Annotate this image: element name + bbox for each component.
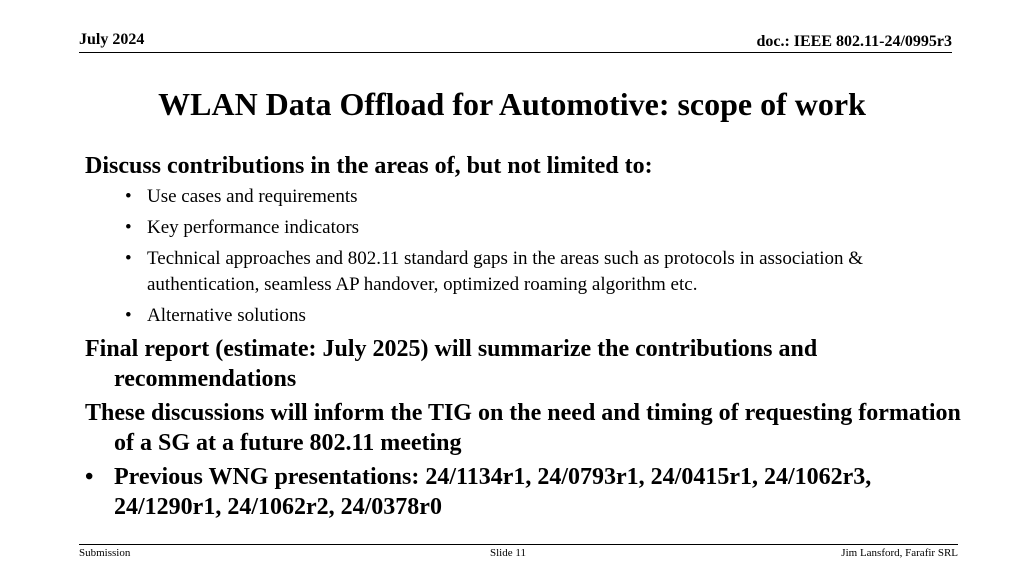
footer-slide-number: Slide 11 <box>490 547 526 559</box>
slide-body <box>85 151 965 522</box>
list-item-text: Alternative solutions <box>147 305 306 326</box>
header-date: July 2024 <box>79 31 145 48</box>
header-doc-id: doc.: IEEE 802.11-24/0995r3 <box>756 33 952 50</box>
slide-title: WLAN Data Offload for Automotive: scope of work <box>158 86 866 122</box>
footer-author: Jim Lansford, Farafir SRL <box>841 547 958 559</box>
previous-presentations-text: Previous WNG presentations: 24/1134r1, 24/0793r1, 24/0415r1, 24/1062r3, 24/1290r1, 24/1062r2, 24/0378r0 <box>114 464 872 520</box>
scope-list <box>85 184 965 329</box>
bullet-icon: • <box>125 305 132 326</box>
bullet-icon: • <box>125 248 132 269</box>
list-item <box>85 184 965 210</box>
footer-submission: Submission <box>79 547 131 559</box>
header-divider <box>79 52 952 53</box>
bullet-icon: • <box>125 186 132 207</box>
list-item <box>85 215 965 241</box>
list-item-text: Technical approaches and 802.11 standard gaps in the areas such as protocols in association & authentication, seamless AP handover, optimized roaming algorithm etc. <box>147 248 864 295</box>
footer-divider <box>79 544 958 545</box>
list-item <box>85 246 965 298</box>
previous-presentations-paragraph <box>85 462 965 522</box>
list-item-text: Key performance indicators <box>147 217 360 238</box>
discussions-paragraph: These discussions will inform the TIG on the need and timing of requesting formation of a SG at a future 802.11 meeting <box>85 400 961 456</box>
list-item-text: Use cases and requirements <box>147 186 358 207</box>
bullet-icon: • <box>85 464 94 490</box>
list-item <box>85 303 965 329</box>
intro-paragraph: Discuss contributions in the areas of, but not limited to: <box>85 153 653 179</box>
final-report-paragraph: Final report (estimate: July 2025) will summarize the contributions and recommendations <box>85 336 818 392</box>
bullet-icon: • <box>125 217 132 238</box>
